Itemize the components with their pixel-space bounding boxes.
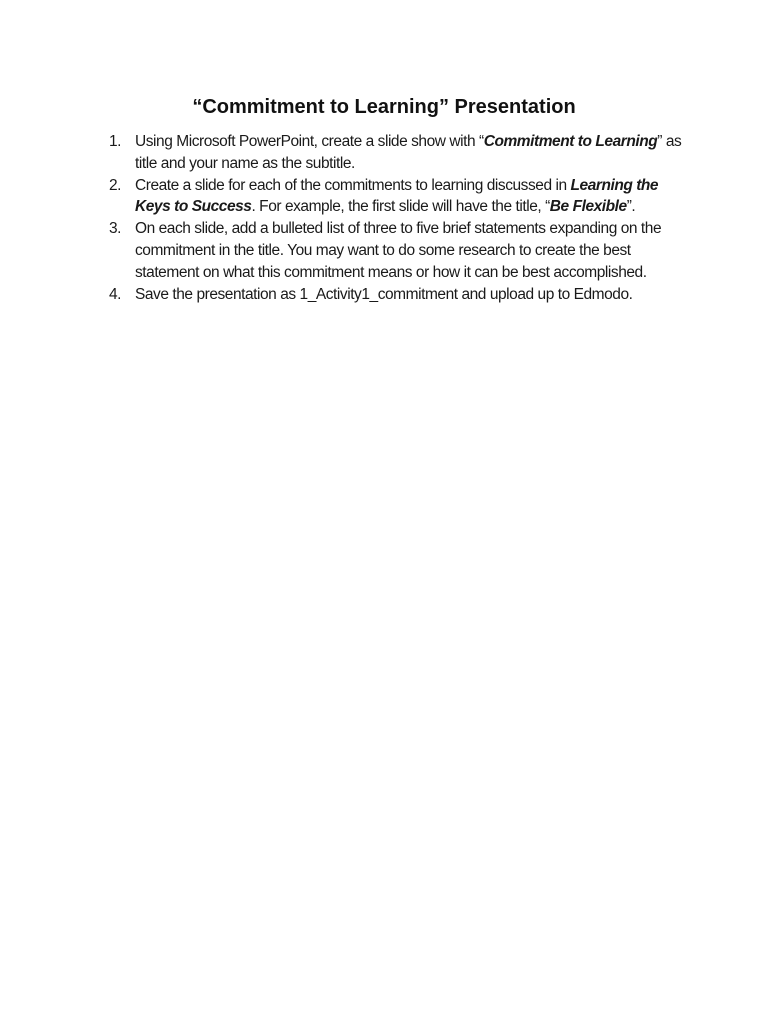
item-text: On each slide, add a bulleted list of three to five brief statements expanding on the commitment in the title. You may want to do some research to create the best statement on what this commitment means or how it can be best accomplished. [135,220,662,281]
item-number: 3. [109,220,122,238]
item-text: ” as title and your name as the subtitle. [135,133,682,172]
item-number: 4. [109,285,122,303]
item-text: ”. [626,198,636,216]
list-item [109,175,689,219]
item-text: Save the presentation as 1_Activity1_commitment and upload up to Edmodo. [135,285,633,303]
item-text: . For example, the first slide will have the title, “ [251,198,550,216]
list-item [109,131,689,175]
list-item [109,284,689,306]
emphasis-text: Learning the Keys to Success [135,176,659,216]
list-item [109,218,689,283]
document-title: “Commitment to Learning” Presentation [192,96,576,118]
item-number: 2. [109,176,122,194]
item-number: 1. [109,133,122,150]
emphasis-text: Be Flexible [549,198,627,216]
item-text: Using Microsoft PowerPoint, create a slide show with “ [135,133,484,150]
item-text: Create a slide for each of the commitments to learning discussed in [135,176,571,194]
instruction-list [109,131,689,305]
emphasis-text: Commitment to Learning [483,133,658,150]
